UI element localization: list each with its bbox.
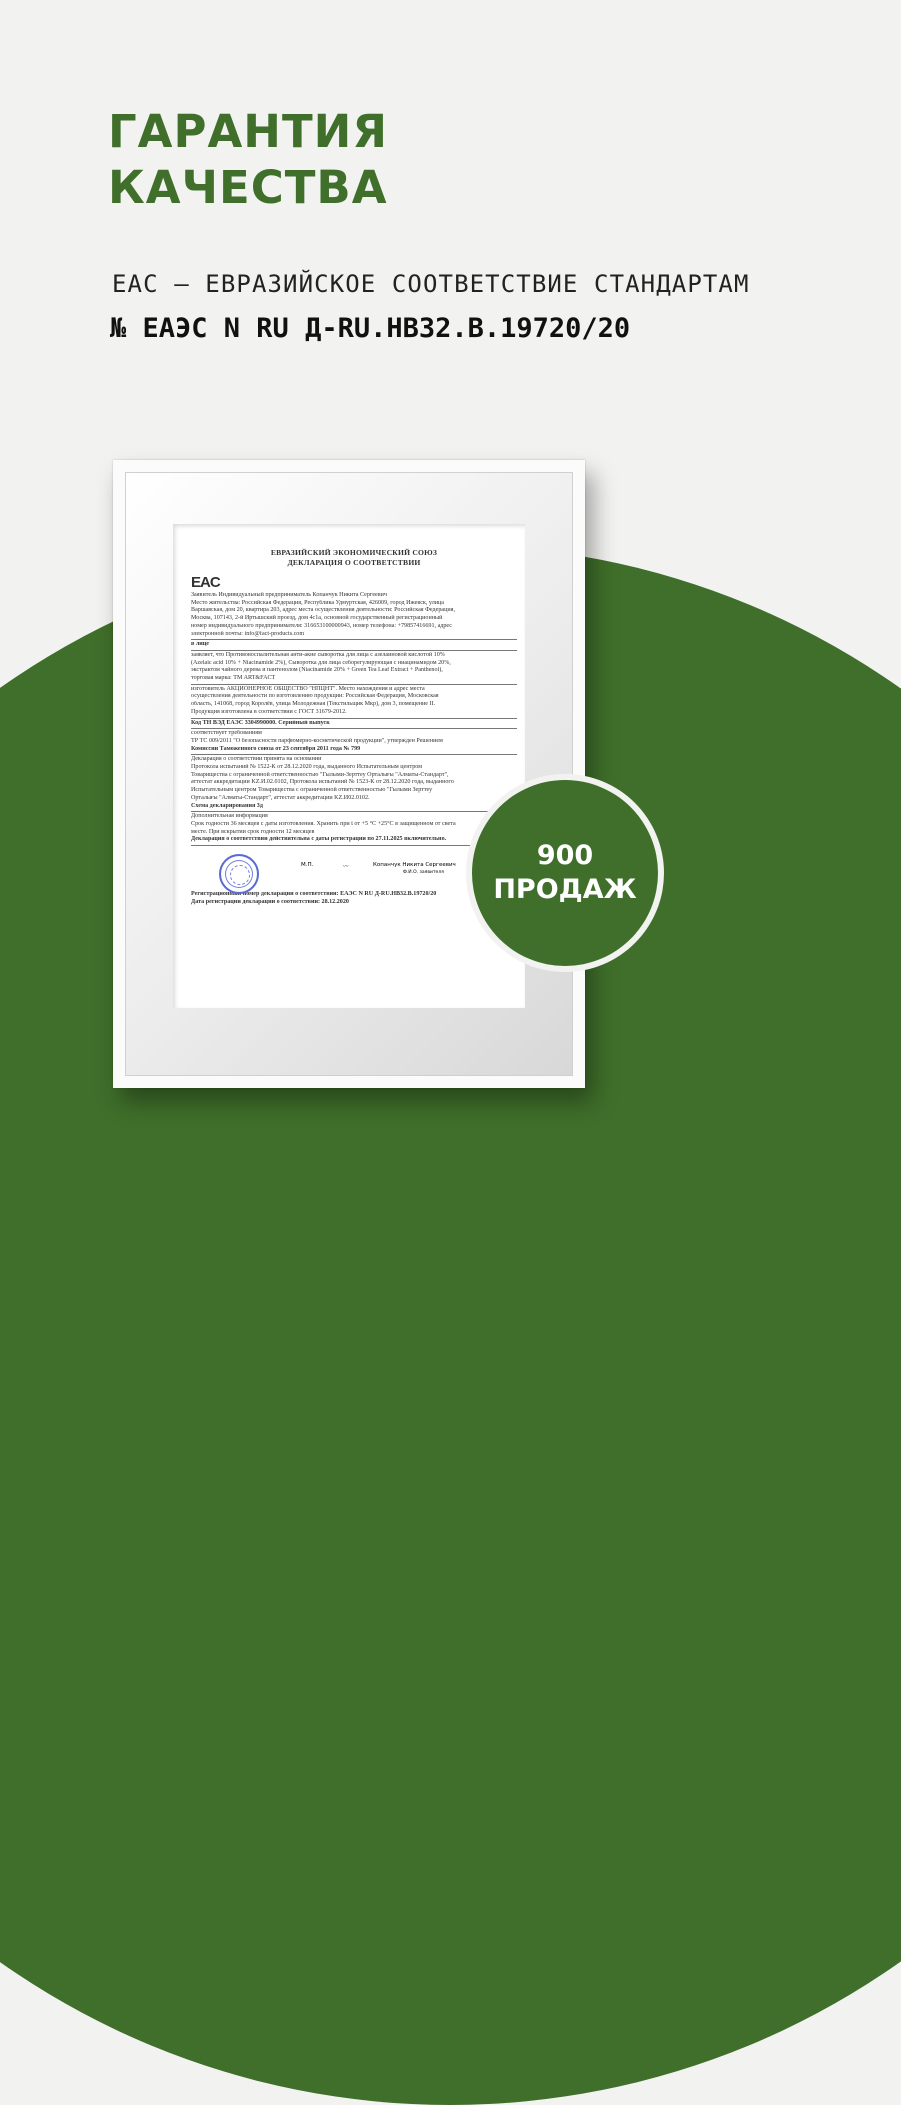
- badge-count: 900: [536, 840, 594, 871]
- certificate-frame: [113, 460, 585, 1088]
- document-line: осуществления деятельности по изготовлению продукции: Российская Федерация, Московская: [191, 693, 439, 700]
- badge-label: ПРОДАЖ: [493, 874, 637, 905]
- document-line: Декларация о соответствии принята на основании: [191, 756, 322, 763]
- document-line: Протокола испытаний № 1522-К от 28.12.2020 года, выданного Испытательным центром: [191, 764, 423, 771]
- eac-subtitle: EAC – ЕВРАЗИЙСКОЕ СООТВЕТСТВИЕ СТАНДАРТАМ: [112, 270, 750, 298]
- document-line: аттестат аккредитации KZ.И.02.0102, Протокола испытаний № 1523-К от 28.12.2020 года, выданного: [191, 779, 454, 786]
- document-line: Варшавская, дом 20, квартира 203, адрес места осуществления деятельности: Российская Федерация,: [191, 607, 455, 614]
- signature-caption: Ф.И.О. заявителя: [403, 870, 444, 875]
- document-line: заявляет, что Противовоспалительная анти-акне сыворотка для лица с азелаиновой кислотой 10%: [191, 651, 445, 658]
- document-line: Заявитель Индивидуальный предприниматель Копанчук Никита Сергеевич: [191, 592, 387, 598]
- document-line: Декларация о соответствии действительна с даты регистрации по 27.11.2025 включительно.: [191, 836, 517, 846]
- document-line: электронной почты: info@fact-products.com: [191, 631, 517, 641]
- document-line: область, 141068, город Королёв, улица Молодежная (Текстильщик Мкр), дом 3, помещение II.: [191, 701, 436, 708]
- document-line: Орталығы "Алматы-Стандарт", аттестат аккредитации KZ.И02.0102.: [191, 794, 370, 801]
- registration-date: Дата регистрации декларации о соответствии: 28.12.2020: [191, 898, 349, 905]
- document-line: ТР ТС 009/2011 "О безопасности парфюмерно-косметической продукции", утвержден Решением: [191, 737, 443, 744]
- certificate-document: [173, 524, 525, 1008]
- document-text: [191, 592, 517, 846]
- eac-logo-icon: EAC: [191, 574, 220, 591]
- document-line: Место жительства: Российская Федерация, Республика Удмуртская, 426009, город Ижевск, улица: [191, 599, 444, 606]
- document-line: Москва, 107143, 2-й Иртышский проезд, дом 4с1а, основной государственный регистрационный: [191, 615, 443, 622]
- document-line: номер индивидуального предпринимателя: 316653100000943, номер телефона: +79857416691, адрес: [191, 622, 452, 629]
- document-title-line-2: ДЕКЛАРАЦИЯ О СООТВЕТСТВИИ: [287, 558, 421, 567]
- document-body: [191, 548, 517, 907]
- headline-line-2: КАЧЕСТВА: [108, 161, 388, 214]
- headline-line-1: ГАРАНТИЯ: [108, 105, 388, 158]
- document-line: соответствует требованиям: [191, 730, 262, 737]
- signature-line-icon: 〰: [343, 864, 349, 870]
- signature-mp: М.П.: [301, 862, 314, 868]
- document-line: экстрактом чайного дерева и пантенолом (Niacinamide 20% + Green Tea Leaf Extract + Panthenol),: [191, 667, 443, 674]
- document-line: Испытательным центром Товарищества с ограниченной ответственностью "Гылыми Зерттеу: [191, 787, 433, 794]
- document-line: Комиссии Таможенного союза от 23 сентября 2011 года № 799: [191, 746, 517, 756]
- document-title: [191, 548, 517, 568]
- registration-number: Регистрационный номер декларации о соответствии: ЕАЭС N RU Д-RU.НВ32.В.19720/20: [191, 891, 437, 898]
- certificate-number: № ЕАЭС N RU Д-RU.НВ32.В.19720/20: [110, 313, 631, 344]
- signature-name: Копанчук Никита Сергеевич: [373, 862, 456, 868]
- document-title-line-1: ЕВРАЗИЙСКИЙ ЭКОНОМИЧЕСКИЙ СОЮЗ: [270, 548, 438, 557]
- document-line: месте. При вскрытии срок годности 12 месяцев: [191, 828, 315, 835]
- document-line: Срок годности 36 месяцев с даты изготовления. Хранить при t от +5 °С +25°С в защищенном от света: [191, 820, 456, 827]
- document-line: Продукция изготовлена в соответствии с ГОСТ 31679-2012.: [191, 709, 517, 719]
- document-line: Код ТН ВЭД ЕАЭС 3304990000. Серийный выпуск: [191, 720, 517, 730]
- headline: [108, 104, 388, 216]
- document-line: торговая марка: TM ART&FACT: [191, 675, 517, 685]
- document-line: в лице: [191, 641, 517, 651]
- document-line: (Azelaic acid 10% + Niacinamide 2%), Сыворотка для лица себорегулирующая с ниацинамидом 20%,: [191, 659, 451, 666]
- document-line: Схема декларирования 3д: [191, 803, 517, 813]
- document-line: Товарищества с ограниченной ответственностью "Гылыми-Зерттеу Орталығы "Алматы-Стандарт",: [191, 771, 449, 778]
- sales-badge: [472, 780, 658, 966]
- round-stamp-icon: [219, 854, 259, 894]
- document-line: Дополнительная информация: [191, 813, 268, 820]
- document-line: изготовитель АКЦИОНЕРНОЕ ОБЩЕСТВО "НПЦНТ". Место нахождения и адрес места: [191, 685, 425, 692]
